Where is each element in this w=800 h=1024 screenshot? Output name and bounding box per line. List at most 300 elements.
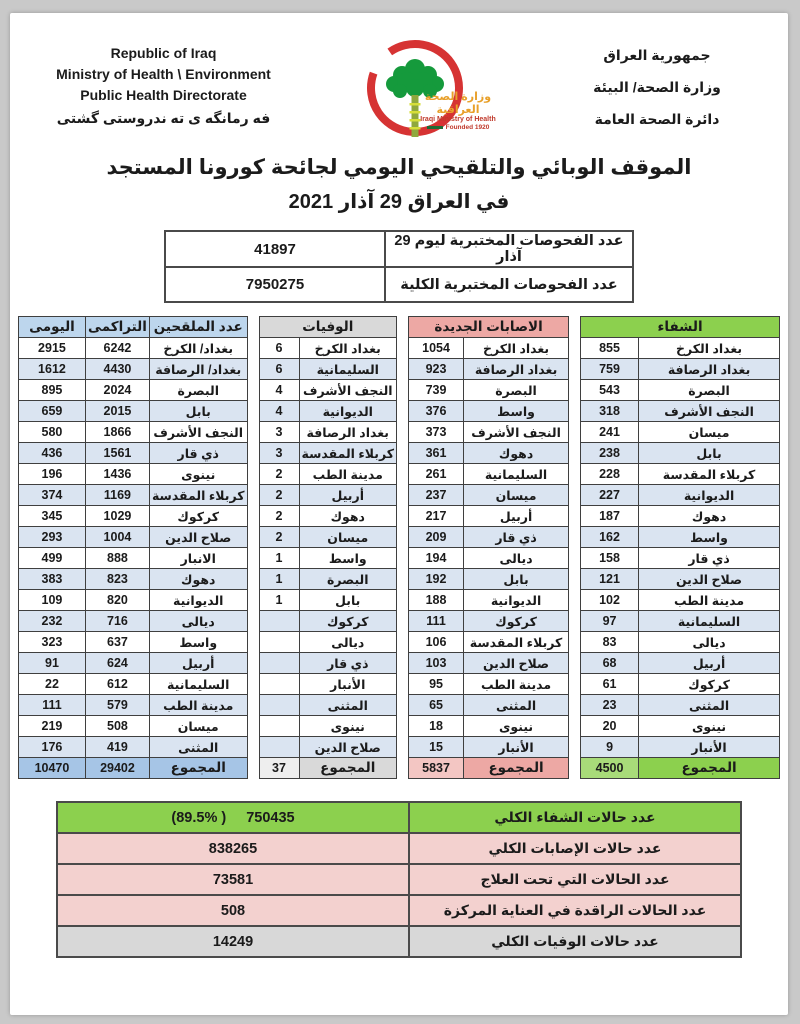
table-row [409, 380, 569, 401]
table-row [259, 653, 397, 674]
province-cell: بغداد/ الكرخ [149, 338, 247, 359]
table-row [18, 695, 247, 716]
table-row [18, 611, 247, 632]
province-cell: صلاح الدين [149, 527, 247, 548]
summary-label-cell: عدد حالات الشفاء الكلي [409, 802, 741, 833]
tests-total-label: عدد الفحوصات المختبرية الكلية [385, 267, 633, 302]
table-row [581, 737, 780, 758]
value-cell: 6 [259, 338, 299, 359]
recovery-percent: (89.5% ) [171, 809, 227, 826]
table-row [581, 674, 780, 695]
province-cell: دهوك [299, 506, 397, 527]
province-cell: الديوانية [149, 590, 247, 611]
province-cell: مدينة الطب [149, 695, 247, 716]
table-row [259, 632, 397, 653]
table-row [18, 632, 247, 653]
new-infections-table [408, 316, 569, 779]
table-row [259, 569, 397, 590]
daily-header-cell: اليومى [18, 317, 85, 338]
value-cell: 2 [259, 464, 299, 485]
table-row [259, 716, 397, 737]
table-row [259, 464, 397, 485]
table-row [409, 674, 569, 695]
title-line-1: الموقف الوبائي والتلقيحي اليومي لجائحة كورونا المستجد [106, 156, 692, 179]
deaths-table [259, 316, 398, 779]
value-cell: 158 [581, 548, 639, 569]
table-row [581, 632, 780, 653]
province-cell: البصرة [149, 380, 247, 401]
province-cell: صلاح الدين [299, 737, 397, 758]
province-cell: النجف الأشرف [149, 422, 247, 443]
province-cell: كربلاء المقدسة [639, 464, 780, 485]
value-cell: 227 [581, 485, 639, 506]
summary-label-cell: عدد حالات الإصابات الكلي [409, 833, 741, 864]
table-row [409, 569, 569, 590]
table-row [581, 485, 780, 506]
value-cell: 188 [409, 590, 464, 611]
province-cell: ميسان [299, 527, 397, 548]
province-cell: كربلاء المقدسة [299, 443, 397, 464]
province-cell: ديالى [299, 632, 397, 653]
total-label-cell: المجموع [299, 758, 397, 779]
value-cell: 3 [259, 422, 299, 443]
table-row [18, 737, 247, 758]
province-cell: بابل [149, 401, 247, 422]
table-row [259, 317, 397, 338]
province-cell: ديالى [149, 611, 247, 632]
province-cell: النجف الأشرف [299, 380, 397, 401]
header-line-ministry: Ministry of Health \ Environment [56, 66, 271, 82]
table-row [165, 267, 633, 302]
value-cell: 23 [581, 695, 639, 716]
value-cell: 361 [409, 443, 464, 464]
province-cell: أربيل [639, 653, 780, 674]
province-cell: ذي قار [639, 548, 780, 569]
total-daily-cell: 10470 [18, 758, 85, 779]
province-cell: ميسان [639, 422, 780, 443]
table-row [409, 401, 569, 422]
cumulative-value-cell: 1436 [85, 464, 149, 485]
total-value-cell: 4500 [581, 758, 639, 779]
value-cell: 739 [409, 380, 464, 401]
value-cell: 1054 [409, 338, 464, 359]
province-cell: الديوانية [299, 401, 397, 422]
province-cell: واسط [464, 401, 569, 422]
cumulative-value-cell: 6242 [85, 338, 149, 359]
value-cell [259, 653, 299, 674]
province-cell: نينوى [464, 716, 569, 737]
table-title-cell: عدد الملقحين [149, 317, 247, 338]
table-title-cell: الشفاء [581, 317, 780, 338]
value-cell: 3 [259, 443, 299, 464]
value-cell [259, 695, 299, 716]
cumulative-value-cell: 4430 [85, 359, 149, 380]
cumulative-value-cell: 508 [85, 716, 149, 737]
summary-label-cell: عدد الحالات التي تحت العلاج [409, 864, 741, 895]
province-cell: بغداد الكرخ [299, 338, 397, 359]
table-row [18, 401, 247, 422]
value-cell: 61 [581, 674, 639, 695]
value-cell: 187 [581, 506, 639, 527]
summary-value-cell [57, 864, 409, 895]
table-row [18, 527, 247, 548]
summary-number: 508 [220, 902, 246, 919]
table-row [259, 590, 397, 611]
cumulative-value-cell: 716 [85, 611, 149, 632]
table-title-cell: الوفيات [259, 317, 397, 338]
province-cell: الديوانية [464, 590, 569, 611]
table-row [18, 338, 247, 359]
value-cell: 759 [581, 359, 639, 380]
table-row [18, 653, 247, 674]
province-cell: الأنبار [464, 737, 569, 758]
table-row [581, 443, 780, 464]
value-cell: 97 [581, 611, 639, 632]
value-cell: 4 [259, 401, 299, 422]
title-line-2: في العراق 29 آذار 2021 [288, 191, 510, 213]
province-cell: ميسان [149, 716, 247, 737]
value-cell: 855 [581, 338, 639, 359]
province-cell: مدينة الطب [464, 674, 569, 695]
cumulative-value-cell: 2024 [85, 380, 149, 401]
value-cell: 228 [581, 464, 639, 485]
table-row [581, 653, 780, 674]
value-cell: 106 [409, 632, 464, 653]
table-row [259, 422, 397, 443]
summary-value-cell [57, 926, 409, 957]
province-cell: نينوى [299, 716, 397, 737]
table-row [581, 716, 780, 737]
province-cell: واسط [639, 527, 780, 548]
daily-value-cell: 176 [18, 737, 85, 758]
table-row [409, 422, 569, 443]
cumulative-value-cell: 820 [85, 590, 149, 611]
province-cell: مدينة الطب [639, 590, 780, 611]
value-cell [259, 737, 299, 758]
table-row [165, 231, 633, 267]
daily-value-cell: 374 [18, 485, 85, 506]
daily-value-cell: 499 [18, 548, 85, 569]
table-row [18, 716, 247, 737]
value-cell: 15 [409, 737, 464, 758]
table-row [18, 317, 247, 338]
table-row [409, 653, 569, 674]
province-cell: النجف الأشرف [639, 401, 780, 422]
table-row [57, 926, 741, 957]
province-cell: المثنى [149, 737, 247, 758]
lab-tests-table [164, 230, 634, 303]
daily-value-cell: 2915 [18, 338, 85, 359]
total-label-cell: المجموع [149, 758, 247, 779]
table-row [18, 485, 247, 506]
table-row [409, 443, 569, 464]
daily-value-cell: 111 [18, 695, 85, 716]
daily-value-cell: 383 [18, 569, 85, 590]
cumulative-value-cell: 2015 [85, 401, 149, 422]
daily-value-cell: 436 [18, 443, 85, 464]
value-cell: 1 [259, 569, 299, 590]
table-row [409, 758, 569, 779]
value-cell: 6 [259, 359, 299, 380]
value-cell: 83 [581, 632, 639, 653]
total-value-cell: 37 [259, 758, 299, 779]
header-line-iraq-ar: جمهورية العراق [603, 47, 711, 63]
province-cell: المثنى [639, 695, 780, 716]
province-cell: ديالى [464, 548, 569, 569]
province-cell: صلاح الدين [464, 653, 569, 674]
value-cell: 162 [581, 527, 639, 548]
province-cell: كربلاء المقدسة [464, 632, 569, 653]
header-line-directorate: Public Health Directorate [80, 87, 247, 103]
value-cell: 217 [409, 506, 464, 527]
province-cell: دهوك [639, 506, 780, 527]
province-cell: السليمانية [149, 674, 247, 695]
daily-value-cell: 580 [18, 422, 85, 443]
province-cell: كركوك [464, 611, 569, 632]
tests-daily-label: عدد الفحوصات المختبرية ليوم 29 آذار [385, 231, 633, 267]
table-row [581, 548, 780, 569]
province-cell: ذي قار [149, 443, 247, 464]
table-row [581, 611, 780, 632]
cumulative-value-cell: 1561 [85, 443, 149, 464]
value-cell: 2 [259, 527, 299, 548]
province-cell: كركوك [149, 506, 247, 527]
table-row [409, 632, 569, 653]
cumulative-value-cell: 419 [85, 737, 149, 758]
province-cell: بابل [464, 569, 569, 590]
province-cell: النجف الأشرف [464, 422, 569, 443]
table-row [18, 443, 247, 464]
table-row [409, 716, 569, 737]
value-cell [259, 632, 299, 653]
total-label-cell: المجموع [464, 758, 569, 779]
province-cell: البصرة [464, 380, 569, 401]
table-row [409, 695, 569, 716]
table-row [18, 758, 247, 779]
summary-label-cell: عدد حالات الوفيات الكلي [409, 926, 741, 957]
table-row [581, 401, 780, 422]
province-tables-row [10, 316, 788, 779]
table-row [18, 569, 247, 590]
province-cell: الانبار [149, 548, 247, 569]
document-page [10, 13, 788, 1015]
value-cell: 209 [409, 527, 464, 548]
province-cell: بابل [299, 590, 397, 611]
signature-mark [427, 126, 443, 129]
summary-value-cell [57, 833, 409, 864]
cumulative-value-cell: 1866 [85, 422, 149, 443]
province-cell: المثنى [464, 695, 569, 716]
province-cell: السليمانية [464, 464, 569, 485]
province-cell: كربلاء المقدسة [149, 485, 247, 506]
daily-value-cell: 345 [18, 506, 85, 527]
daily-value-cell: 232 [18, 611, 85, 632]
province-cell: بغداد الرصافة [299, 422, 397, 443]
total-value-cell: 5837 [409, 758, 464, 779]
value-cell: 376 [409, 401, 464, 422]
header-line-republic: Republic of Iraq [110, 45, 217, 61]
value-cell: 194 [409, 548, 464, 569]
province-cell: نينوى [639, 716, 780, 737]
table-row [259, 548, 397, 569]
table-row [409, 590, 569, 611]
province-cell: دهوك [464, 443, 569, 464]
table-row [259, 338, 397, 359]
province-cell: بغداد الرصافة [639, 359, 780, 380]
table-row [581, 380, 780, 401]
value-cell [259, 716, 299, 737]
table-row [581, 569, 780, 590]
daily-value-cell: 293 [18, 527, 85, 548]
value-cell: 373 [409, 422, 464, 443]
table-row [409, 338, 569, 359]
table-row [581, 359, 780, 380]
header-line-directorate-ar: دائرة الصحة العامة [594, 111, 720, 128]
table-row [259, 401, 397, 422]
daily-value-cell: 895 [18, 380, 85, 401]
table-row [581, 590, 780, 611]
daily-value-cell: 22 [18, 674, 85, 695]
summary-value-cell [57, 802, 409, 833]
table-row [259, 380, 397, 401]
header-line-ministry-ar: وزارة الصحة/ البيئة [593, 79, 721, 96]
cumulative-value-cell: 579 [85, 695, 149, 716]
table-row [259, 674, 397, 695]
province-cell: بغداد الكرخ [639, 338, 780, 359]
table-row [259, 758, 397, 779]
province-cell: البصرة [299, 569, 397, 590]
total-label-cell: المجموع [639, 758, 780, 779]
logo-english-name: Iraqi Ministry of Health [420, 116, 496, 124]
cumulative-value-cell: 612 [85, 674, 149, 695]
province-cell: أربيل [464, 506, 569, 527]
value-cell: 238 [581, 443, 639, 464]
table-row [409, 506, 569, 527]
table-row [259, 737, 397, 758]
value-cell: 121 [581, 569, 639, 590]
table-row [409, 485, 569, 506]
value-cell: 9 [581, 737, 639, 758]
province-cell: بغداد/ الرصافة [149, 359, 247, 380]
province-cell: واسط [299, 548, 397, 569]
table-row [18, 464, 247, 485]
value-cell: 20 [581, 716, 639, 737]
table-row [409, 737, 569, 758]
table-row [259, 611, 397, 632]
daily-value-cell: 659 [18, 401, 85, 422]
table-row [581, 422, 780, 443]
logo-arabic-name: وزارة الصحة العراقية [424, 91, 492, 116]
summary-number: 14249 [212, 933, 254, 950]
cumulative-value-cell: 888 [85, 548, 149, 569]
value-cell [259, 674, 299, 695]
province-cell: الأنبار [299, 674, 397, 695]
table-row [581, 464, 780, 485]
logo-founded-line: Founded 1920 [406, 124, 510, 131]
value-cell: 237 [409, 485, 464, 506]
value-cell: 543 [581, 380, 639, 401]
daily-value-cell: 323 [18, 632, 85, 653]
value-cell: 65 [409, 695, 464, 716]
table-row [581, 317, 780, 338]
value-cell: 923 [409, 359, 464, 380]
value-cell: 1 [259, 548, 299, 569]
daily-value-cell: 219 [18, 716, 85, 737]
province-cell: الأنبار [639, 737, 780, 758]
province-cell: بابل [639, 443, 780, 464]
cumulative-value-cell: 823 [85, 569, 149, 590]
table-row [409, 548, 569, 569]
table-row [409, 317, 569, 338]
daily-value-cell: 109 [18, 590, 85, 611]
table-row [57, 802, 741, 833]
header-arabic-block [552, 39, 762, 136]
table-row [581, 758, 780, 779]
logo-text-block [406, 91, 510, 132]
daily-value-cell: 91 [18, 653, 85, 674]
cumulative-value-cell: 1169 [85, 485, 149, 506]
table-title-cell: الاصابات الجديدة [409, 317, 569, 338]
page-header [10, 13, 788, 149]
province-cell: ذي قار [464, 527, 569, 548]
value-cell: 2 [259, 485, 299, 506]
table-row [259, 506, 397, 527]
summary-number: 750435 [246, 809, 295, 826]
total-cumulative-cell: 29402 [85, 758, 149, 779]
province-cell: ميسان [464, 485, 569, 506]
table-row [18, 359, 247, 380]
value-cell: 111 [409, 611, 464, 632]
value-cell: 103 [409, 653, 464, 674]
value-cell: 1 [259, 590, 299, 611]
value-cell: 2 [259, 506, 299, 527]
table-row [259, 527, 397, 548]
cumulative-value-cell: 624 [85, 653, 149, 674]
table-row [259, 443, 397, 464]
tests-daily-value: 41897 [165, 231, 385, 267]
summary-label-cell: عدد الحالات الراقدة في العناية المركزة [409, 895, 741, 926]
summary-value-cell [57, 895, 409, 926]
province-cell: البصرة [639, 380, 780, 401]
value-cell: 4 [259, 380, 299, 401]
value-cell: 102 [581, 590, 639, 611]
province-cell: نينوى [149, 464, 247, 485]
province-cell: واسط [149, 632, 247, 653]
table-row [259, 695, 397, 716]
value-cell: 68 [581, 653, 639, 674]
table-row [581, 695, 780, 716]
table-row [409, 611, 569, 632]
province-cell: ديالى [639, 632, 780, 653]
province-cell: أربيل [149, 653, 247, 674]
table-row [409, 359, 569, 380]
province-cell: ذي قار [299, 653, 397, 674]
table-row [18, 380, 247, 401]
table-row [18, 548, 247, 569]
summary-table [56, 801, 742, 958]
province-cell: أربيل [299, 485, 397, 506]
province-cell: السليمانية [639, 611, 780, 632]
table-row [18, 674, 247, 695]
table-row [57, 864, 741, 895]
table-row [409, 527, 569, 548]
province-cell: صلاح الدين [639, 569, 780, 590]
value-cell: 95 [409, 674, 464, 695]
table-row [259, 485, 397, 506]
cumulative-value-cell: 637 [85, 632, 149, 653]
table-row [409, 464, 569, 485]
daily-value-cell: 196 [18, 464, 85, 485]
